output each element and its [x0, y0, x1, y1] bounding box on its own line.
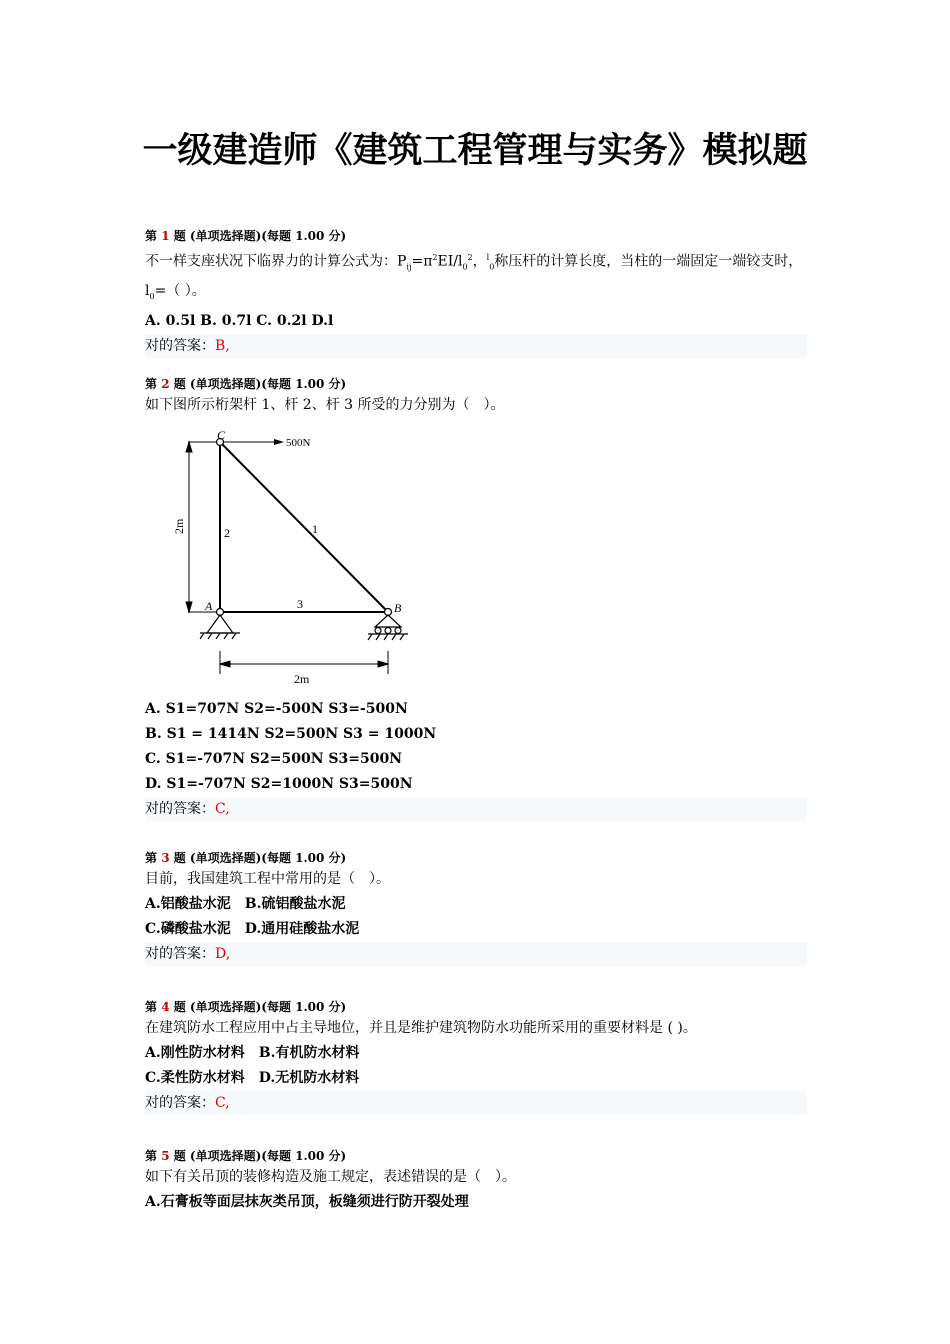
option-line: A.铝酸盐水泥 B.硫铝酸盐水泥 — [145, 896, 346, 912]
question-2 — [145, 375, 807, 817]
question-number: 5 — [161, 1149, 170, 1163]
horizontal-dimension-label: 2m — [294, 672, 310, 686]
question-1 — [145, 227, 807, 358]
option-line: A.石膏板等面层抹灰类吊顶，板缝须进行防开裂处理 — [145, 1194, 469, 1210]
label-c: C — [217, 429, 226, 442]
page-title: 一级建造师《建筑工程管理与实务》模拟题 — [142, 131, 808, 171]
force-label: 500N — [286, 437, 311, 449]
option-block — [145, 697, 807, 821]
label-a: A — [205, 599, 213, 613]
vertical-dimension-label: 2m — [172, 518, 186, 534]
option-line: D. S1=-707N S2=1000N S3=500N — [145, 776, 413, 792]
option-line: B. S1 = 1414N S2=500N S3 = 1000N — [145, 726, 437, 742]
vertical-dimension — [186, 442, 240, 612]
roller-support-b — [368, 615, 408, 640]
answer-row: 对的答案：B, — [145, 334, 807, 358]
question-header: 第 1 题 (单项选择题)(每题 1.00 分) — [145, 229, 347, 243]
answer-row: 对的答案：C, — [145, 797, 807, 821]
question-4 — [145, 998, 807, 1115]
answer-value: C, — [215, 801, 230, 817]
truss-bars — [220, 442, 388, 612]
answer-row: 对的答案：D, — [145, 942, 807, 966]
label-bar-3: 3 — [297, 597, 303, 611]
question-5 — [145, 1147, 807, 1215]
truss-diagram — [170, 429, 440, 699]
answer-value: B, — [215, 338, 230, 355]
question-stem: 如下图所示桁架杆 1、杆 2、杆 3 所受的力分别为（ ）。 — [145, 397, 505, 413]
answer-row: 对的答案：C, — [145, 1091, 807, 1115]
question-3 — [145, 849, 807, 966]
horizontal-dimension — [220, 651, 388, 674]
question-number: 4 — [161, 1000, 170, 1014]
question-stem: 目前，我国建筑工程中常用的是（ ）。 — [145, 871, 390, 887]
option-line: C. S1=-707N S2=500N S3=500N — [145, 751, 403, 767]
answer-value: D, — [215, 946, 231, 962]
option-line: A. 0.5l B. 0.7l C. 0.2l D.l — [145, 313, 334, 330]
question-stem: 不一样支座状况下临界力的计算公式为：$P_{ij}=\pi^2EI/l_0^2$，$^l_0$称压杆的计算长度，当柱的一端固定一端铰支时，$l_0=$（ ）。 — [145, 253, 803, 302]
option-line: C.柔性防水材料 D.无机防水材料 — [145, 1070, 360, 1086]
question-header: 第 2 题 (单项选择题)(每题 1.00 分) — [145, 377, 347, 391]
question-number: 3 — [161, 851, 170, 865]
option-line: C.磷酸盐水泥 D.通用硅酸盐水泥 — [145, 921, 360, 937]
question-stem: 在建筑防水工程应用中占主导地位，并且是维护建筑物防水功能所采用的重要材料是 ( )。 — [145, 1020, 697, 1036]
question-number: 1 — [161, 229, 170, 243]
answer-value: C, — [215, 1095, 230, 1111]
label-bar-2: 2 — [224, 526, 230, 540]
pin-support-a — [200, 615, 240, 639]
option-line: A.刚性防水材料 B.有机防水材料 — [145, 1045, 360, 1061]
question-header: 第 4 题 (单项选择题)(每题 1.00 分) — [145, 1000, 347, 1014]
label-bar-1: 1 — [312, 522, 318, 536]
bar-1 — [220, 442, 388, 612]
option-line: A. S1=707N S2=-500N S3=-500N — [145, 701, 408, 717]
question-number: 2 — [161, 377, 170, 391]
question-stem: 如下有关吊顶的装修构造及施工规定，表述错误的是（ ）。 — [145, 1169, 516, 1185]
question-header: 第 5 题 (单项选择题)(每题 1.00 分) — [145, 1149, 347, 1163]
question-header: 第 3 题 (单项选择题)(每题 1.00 分) — [145, 851, 347, 865]
force-arrow — [223, 439, 284, 445]
label-b: B — [394, 601, 402, 615]
